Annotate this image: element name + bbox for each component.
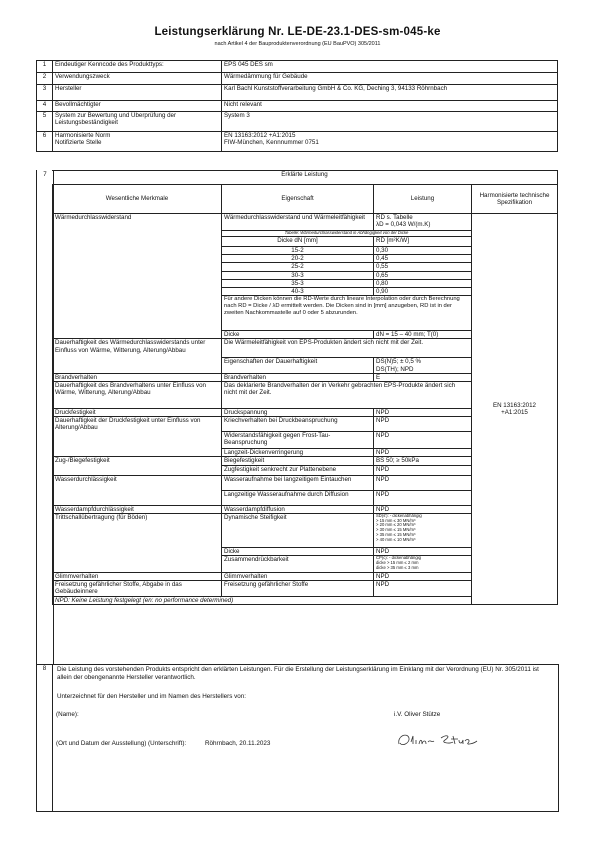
row-label: Harmonisierte Norm Notifizierte Stelle xyxy=(53,132,222,152)
leistung-cell: NPD xyxy=(374,475,472,490)
row-number: 2 xyxy=(37,73,53,85)
eigenschaft-cell: Langzeitige Wasseraufnahme durch Diffusion xyxy=(222,490,374,505)
performance-table xyxy=(52,184,558,605)
eigenschaft-cell: Widerstandsfähigkeit gegen Frost-Tau-Beanspruchung xyxy=(222,432,374,449)
leistung-cell: DS(N)5; ± 0,5 % DS(TH); NPD xyxy=(374,358,472,373)
column-header: Leistung xyxy=(374,185,472,214)
thickness-range: dN = 15 – 40 mm; T(0) xyxy=(374,331,472,339)
leistung-cell: SD(s'): - dickenabhängig > 15 mm ≤ 30 MN/m³ > 20 mm ≤ 20 MN/m³ > 30 mm ≤ 15 MN/m³ > 35 mm ≤ 15 MN/m³ > 40 mm ≤ 10 MN/m³ xyxy=(374,513,472,547)
header-row xyxy=(37,73,558,85)
harmonised-spec: EN 13163:2012 +A1:2015 xyxy=(472,214,558,605)
eigenschaft-cell: Das deklarierte Brandverhalten der in Verkehr gebrachten EPS-Produkte ändert sich nicht mit der Zeit. xyxy=(222,382,472,409)
thermal-note: Für andere Dicken können die RD-Werte durch lineare Interpolation oder durch Berechnung nach RD = Dicke / λD ermittelt werden. Die Dicken sind in [mm] anzugeben, RD ist in der zweiten Nachkommastelle auf 0 oder 5 abzurunden. xyxy=(222,296,472,331)
eigenschaft-cell: Wasseraufnahme bei langzeitigem Eintauchen xyxy=(222,475,374,490)
row-number: 6 xyxy=(37,132,53,152)
merkmal-cell: Dauerhaftigkeit der Druckfestigkeit unter Einfluss von Alterung/Abbau xyxy=(53,417,222,457)
name-label: (Name): xyxy=(56,711,79,718)
row-number: 1 xyxy=(37,61,53,73)
name-value: i.V. Oliver Stütze xyxy=(394,711,441,718)
row-value: EPS 045 DES sm xyxy=(222,61,558,73)
merkmal-cell: Brandverhalten xyxy=(53,373,222,381)
eigenschaft-cell: Eigenschaften der Dauerhaftigkeit xyxy=(222,358,374,373)
thermal-eigenschaft: Wärmedurchlasswiderstand und Wärmeleitfähigkeit xyxy=(222,214,374,231)
thickness-value: 30-3 xyxy=(222,271,374,279)
column-header: Eigenschaft xyxy=(222,185,374,214)
row-label: Eindeutiger Kenncode des Produkttyps: xyxy=(53,61,222,73)
leistung-cell: CP(c): - dickenabhängig dicke > 15 mm ≤ 2 mm dicke > 35 mm ≤ 3 mm xyxy=(374,556,472,573)
section-7-title: Erklärte Leistung xyxy=(52,170,558,184)
header-table xyxy=(36,60,558,152)
document-subtitle: nach Artikel 4 der Bauproduktenverordnung (EU BauPVO) 305/2011 xyxy=(214,41,381,47)
header-row xyxy=(37,61,558,73)
npd-footnote: NPD: Keine Leistung festgelegt (en: no performance determined) xyxy=(53,596,558,604)
column-header: Wesentliche Merkmale xyxy=(53,185,222,214)
merkmal-cell: Freisetzung gefährlicher Stoffe, Abgabe in das Gebäudeinnere xyxy=(53,581,222,596)
thickness-label: Dicke xyxy=(222,331,374,339)
eigenschaft-cell: Die Wärmeleitfähigkeit von EPS-Produkten ändert sich nicht mit der Zeit. xyxy=(222,339,472,358)
eigenschaft-cell: Zusammendrückbarkeit xyxy=(222,556,374,573)
thermal-merkmal: Wärmedurchlasswiderstand xyxy=(53,214,222,339)
thickness-value: 15-2 xyxy=(222,247,374,255)
row-label: Bevollmächtigter xyxy=(53,101,222,112)
header-row xyxy=(37,132,558,152)
eigenschaft-cell: Kriechverhalten bei Druckbeanspruchung xyxy=(222,417,374,432)
leistung-cell: E xyxy=(374,373,472,381)
leistung-cell: BS 50; ≥ 50kPa xyxy=(374,457,472,465)
section-8-signed-for: Unterzeichnet für den Hersteller und im Namen des Herstellers von: xyxy=(57,693,246,700)
eigenschaft-cell: Dicke xyxy=(222,547,374,555)
merkmal-cell: Trittschallübertragung (für Böden) xyxy=(53,513,222,572)
leistung-cell: NPD xyxy=(374,547,472,555)
row-number: 3 xyxy=(37,85,53,101)
eigenschaft-cell: Biegefestigkeit xyxy=(222,457,374,465)
merkmal-cell: Zug-/Biegefestigkeit xyxy=(53,457,222,475)
merkmal-cell: Druckfestigkeit xyxy=(53,409,222,417)
rd-value: 0,30 xyxy=(374,247,472,255)
row-label: Hersteller xyxy=(53,85,222,101)
rd-value: 0,45 xyxy=(374,255,472,263)
row-value: System 3 xyxy=(222,112,558,132)
thickness-header: Dicke dN [mm] xyxy=(222,237,374,247)
eigenschaft-cell: Wasserdampfdiffusion xyxy=(222,505,374,513)
section-7-number-cell: 7 xyxy=(36,170,54,665)
thermal-row xyxy=(53,214,558,231)
row-label: System zur Bewertung und Überprüfung der Leistungsbeständigkeit xyxy=(53,112,222,132)
thickness-value: 35-3 xyxy=(222,279,374,287)
merkmal-cell: Glimmverhalten xyxy=(53,573,222,581)
eigenschaft-cell: Brandverhalten xyxy=(222,373,374,381)
document-title: Leistungserklärung Nr. LE-DE-23.1-DES-sm-045-ke xyxy=(154,26,441,38)
handwritten-signature xyxy=(395,730,485,752)
thickness-value: 25-2 xyxy=(222,263,374,271)
column-headers xyxy=(53,185,558,214)
column-header: Harmonisierte technische Spezifikation xyxy=(472,185,558,214)
section-8-number: 8 xyxy=(37,665,53,811)
header-row xyxy=(37,112,558,132)
row-label: Verwendungszweck xyxy=(53,73,222,85)
leistung-cell: NPD xyxy=(374,505,472,513)
rd-value: 0,90 xyxy=(374,288,472,296)
rd-value: 0,65 xyxy=(374,271,472,279)
eigenschaft-cell: Zugfestigkeit senkrecht zur Plattenebene xyxy=(222,465,374,475)
thickness-value: 20-2 xyxy=(222,255,374,263)
leistung-cell: NPD xyxy=(374,490,472,505)
rd-value: 0,55 xyxy=(374,263,472,271)
thermal-leistung: RD s. Tabelle λD = 0,043 W/(m.K) xyxy=(374,214,472,231)
header-row xyxy=(37,85,558,101)
thermal-table-caption: Tabelle: Wärmedurchlasswiderstand in Abhängigkeit von der Dicke xyxy=(222,231,472,237)
row-value: Wärmedämmung für Gebäude xyxy=(222,73,558,85)
row-number: 5 xyxy=(37,112,53,132)
place-date-label: (Ort und Datum der Ausstellung) (Unterschrift): xyxy=(56,740,187,747)
leistung-cell: NPD xyxy=(374,465,472,475)
row-value: Karl Bachl Kunststoffverarbeitung GmbH & Co. KG, Deching 3, 94133 Röhrnbach xyxy=(222,85,558,101)
row-value: EN 13163:2012 +A1:2015 FIW-München, Kennnummer 0751 xyxy=(222,132,558,152)
eigenschaft-cell: Freisetzung gefährlicher Stoffe xyxy=(222,581,374,596)
leistung-cell: NPD xyxy=(374,581,472,596)
eigenschaft-cell: Druckspannung xyxy=(222,409,374,417)
rd-header: RD [m²K/W] xyxy=(374,237,472,247)
rd-value: 0,80 xyxy=(374,279,472,287)
leistung-cell: NPD xyxy=(374,449,472,457)
merkmal-cell: Dauerhaftigkeit des Brandverhaltens unter Einfluss von Wärme, Witterung, Alterung/Abbau xyxy=(53,382,222,409)
eigenschaft-cell: Langzeit-Dickenverringerung xyxy=(222,449,374,457)
leistung-cell: NPD xyxy=(374,432,472,449)
row-value: Nicht relevant xyxy=(222,101,558,112)
row-number: 4 xyxy=(37,101,53,112)
leistung-cell: NPD xyxy=(374,573,472,581)
thickness-value: 40-3 xyxy=(222,288,374,296)
leistung-cell: NPD xyxy=(374,417,472,432)
place-date-value: Röhrnbach, 20.11.2023 xyxy=(205,740,271,747)
header-row xyxy=(37,101,558,112)
section-8-declaration: Die Leistung des vorstehenden Produkts entspricht den erklärten Leistungen. Für die Erstellung der Leistungserklärung im Einklang mit der Verordnung (EU) Nr. 305/2011 ist allein der obengenannte Hersteller verantwortlich. xyxy=(57,666,539,681)
merkmal-cell: Wasserdampfdurchlässigkeit xyxy=(53,505,222,513)
merkmal-cell: Wasserdurchlässigkeit xyxy=(53,475,222,505)
eigenschaft-cell: Glimmverhalten xyxy=(222,573,374,581)
leistung-cell: NPD xyxy=(374,409,472,417)
eigenschaft-cell: Dynamische Steifigkeit xyxy=(222,513,374,547)
merkmal-cell: Dauerhaftigkeit des Wärmedurchlasswiderstands unter Einfluss von Wärme, Witterung, Alterung/Abbau xyxy=(53,339,222,373)
